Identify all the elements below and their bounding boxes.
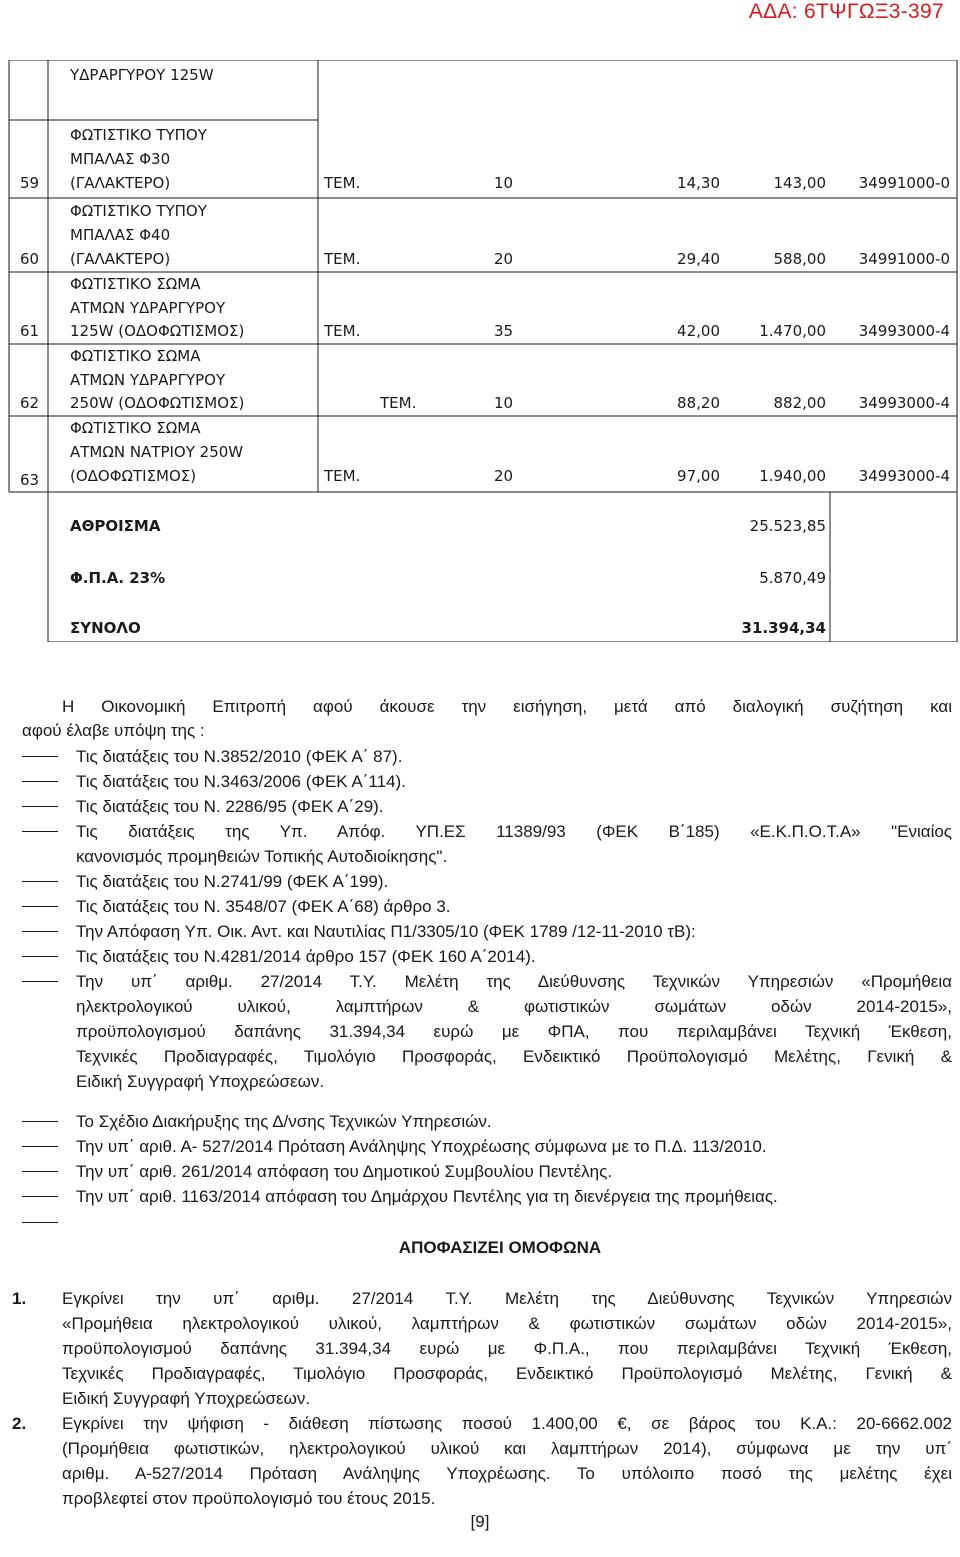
consideration-item-cont: ηλεκτρολογικού υλικού, λαμπτήρων & φωτιστικών σωμάτων οδών 2014-2015», (76, 997, 952, 1016)
row-total: 882,00 (773, 394, 826, 412)
vat-value: 5.870,49 (759, 569, 826, 587)
row-unit: ΤΕΜ. (324, 467, 361, 485)
consideration-item: Τις διατάξεις του Ν. 2286/95 (ΦΕΚ Α΄29). (76, 797, 384, 816)
decision-line: Τεχνικές Προδιαγραφές, Τιμολόγιο Προσφοράς, Ενδεικτικό Προϋπολογισμό Μελέτης, Γενική & (62, 1364, 952, 1383)
consideration-item: Τις διατάξεις του Ν. 3548/07 (ΦΕΚ Α΄68) άρθρο 3. (76, 897, 451, 916)
dash-bullet (22, 1121, 58, 1122)
intro-line: Η Οικονομική Επιτροπή αφού άκουσε την εισήγηση, μετά από διαλογική συζήτηση και (62, 697, 952, 716)
consideration-item: Τις διατάξεις της Υπ. Απόφ. ΥΠ.ΕΣ 11389/93 (ΦΕΚ Β΄185) «Ε.Κ.Π.Ο.Τ.Α» "Ενιαίος (76, 822, 952, 841)
dash-bullet (22, 1222, 58, 1223)
row-cpv: 34991000-0 (858, 250, 950, 268)
dash-bullet (22, 956, 58, 957)
row-qty: 10 (494, 394, 514, 412)
decision-line: Ειδική Συγγραφή Υποχρεώσεων. (62, 1389, 311, 1408)
row-desc-line: ΦΩΤΙΣΤΙΚΟ ΣΩΜΑ (70, 347, 201, 365)
row-number: 61 (20, 322, 40, 340)
consideration-item: Τις διατάξεις του Ν.4281/2014 άρθρο 157 (ΦΕΚ 160 Α΄2014). (76, 947, 536, 966)
row-price: 42,00 (677, 322, 720, 340)
intro-line: αφού έλαβε υπόψη της : (22, 721, 205, 740)
dash-bullet (22, 756, 58, 757)
dash-bullet (22, 806, 58, 807)
consideration-item: Τις διατάξεις του Ν.3463/2006 (ΦΕΚ Α΄114). (76, 772, 406, 791)
decision-line: αριθμ. Α-527/2014 Πρόταση Ανάληψης Υποχρέωσης. Το υπόλοιπο ποσό της μελέτης έχει (62, 1464, 952, 1483)
sum-value: 25.523,85 (749, 517, 826, 535)
row-number: 62 (20, 394, 40, 412)
decision-line: προϋπολογισμού δαπάνης 31.394,34 ευρώ με Φ.Π.Α., που περιλαμβάνει Τεχνική Έκθεση, (62, 1339, 952, 1358)
row-qty: 20 (494, 250, 514, 268)
decision-line: (Προμήθεια φωτιστικών, ηλεκτρολογικού υλικού και λαμπτήρων 2014), σύμφωνα με την υπ΄ (62, 1439, 952, 1458)
consideration-item: Το Σχέδιο Διακήρυξης της Δ/νσης Τεχνικών Υπηρεσιών. (76, 1112, 492, 1131)
consideration-item: Την υπ΄ αριθ. 261/2014 απόφαση του Δημοτικού Συμβουλίου Πεντέλης. (76, 1162, 613, 1181)
sum-label: ΑΘΡΟΙΣΜΑ (70, 517, 161, 535)
row-cpv: 34993000-4 (858, 467, 950, 485)
consideration-item: Την υπ΄ αριθ. Α- 527/2014 Πρόταση Ανάληψης Υποχρέωσης σύμφωνα με το Π.Δ. 113/2010. (76, 1137, 767, 1156)
dash-bullet (22, 1196, 58, 1197)
row-desc-line: ΦΩΤΙΣΤΙΚΟ ΤΥΠΟΥ (70, 202, 207, 220)
row-number: 63 (20, 471, 40, 489)
consideration-item: Την Απόφαση Υπ. Οικ. Αντ. και Ναυτιλίας Π1/3305/10 (ΦΕΚ 1789 /12-11-2010 τΒ): (76, 922, 696, 941)
consideration-item: Τις διατάξεις του Ν.3852/2010 (ΦΕΚ Α΄ 87). (76, 747, 403, 766)
consideration-item-cont: Τεχνικές Προδιαγραφές, Τιμολόγιο Προσφοράς, Ενδεικτικό Προϋπολογισμό Μελέτης, Γενική & (76, 1047, 952, 1066)
row-desc-line: ΜΠΑΛΑΣ Φ40 (70, 226, 171, 244)
row-price: 88,20 (677, 394, 720, 412)
decision-heading: ΑΠΟΦΑΣΙΖΕΙ ΟΜΟΦΩΝΑ (398, 1238, 602, 1257)
dash-bullet (22, 781, 58, 782)
row-cpv: 34991000-0 (858, 174, 950, 192)
row-desc-line: ΦΩΤΙΣΤΙΚΟ ΣΩΜΑ (70, 275, 201, 293)
vat-label: Φ.Π.Α. 23% (70, 569, 166, 587)
row-unit: ΤΕΜ. (324, 322, 361, 340)
decision-line: Εγκρίνει την υπ΄ αριθμ. 27/2014 Τ.Υ. Μελέτη της Διεύθυνσης Τεχνικών Υπηρεσιών (62, 1289, 952, 1308)
row-total: 1.940,00 (759, 467, 826, 485)
items-table (8, 60, 958, 642)
consideration-item: Τις διατάξεις του Ν.2741/99 (ΦΕΚ Α΄199). (76, 872, 389, 891)
dash-bullet (22, 831, 58, 832)
decision-line: Εγκρίνει την ψήφιση - διάθεση πίστωσης ποσού 1.400,00 €, σε βάρος του Κ.Α.: 20-6662.002 (62, 1414, 952, 1433)
row-desc-line: ΑΤΜΩΝ ΥΔΡΑΡΓΥΡΟΥ (70, 299, 226, 317)
dash-bullet (22, 931, 58, 932)
decision-line: προβλεφτεί στον προϋπολογισμό του έτους 2015. (62, 1489, 436, 1508)
row-desc-line: ΑΤΜΩΝ ΥΔΡΑΡΓΥΡΟΥ (70, 371, 226, 389)
consideration-item: Την υπ΄ αριθμ. 27/2014 Τ.Υ. Μελέτη της Διεύθυνσης Τεχνικών Υπηρεσιών «Προμήθεια (76, 972, 952, 991)
row-desc-line: ΦΩΤΙΣΤΙΚΟ ΤΥΠΟΥ (70, 126, 207, 144)
row-total: 143,00 (773, 174, 826, 192)
page-number: [9] (470, 1512, 490, 1531)
row-desc-line: ΦΩΤΙΣΤΙΚΟ ΣΩΜΑ (70, 419, 201, 437)
row-cpv: 34993000-4 (858, 322, 950, 340)
decision-line: «Προμήθεια ηλεκτρολογικού υλικού, λαμπτήρων & φωτιστικών σωμάτων οδών 2014-2015», (62, 1314, 952, 1333)
consideration-item: Την υπ΄ αριθ. 1163/2014 απόφαση του Δημάρχου Πεντέλης για τη διενέργεια της προμήθειας. (76, 1187, 778, 1206)
grand-total-value: 31.394,34 (741, 619, 826, 637)
consideration-item-cont: Ειδική Συγγραφή Υποχρεώσεων. (76, 1072, 325, 1091)
row-qty: 10 (494, 174, 514, 192)
decision-number: 1. (12, 1289, 27, 1308)
row-price: 29,40 (677, 250, 720, 268)
row-desc-line: ΜΠΑΛΑΣ Φ30 (70, 150, 171, 168)
dash-bullet (22, 1146, 58, 1147)
dash-bullet (22, 981, 58, 982)
row-desc-line: (ΓΑΛΑΚΤΕΡΟ) (70, 174, 171, 192)
row-price: 14,30 (677, 174, 720, 192)
dash-bullet (22, 1171, 58, 1172)
row-unit: ΤΕΜ. (324, 250, 361, 268)
row-desc-line: 125W (ΟΔΟΦΩΤΙΣΜΟΣ) (70, 322, 245, 340)
ada-code: ΑΔΑ: 6ΤΨΓΩΞ3-397 (748, 0, 944, 23)
table-row-continued-desc: ΥΔΡΑΡΓΥΡΟΥ 125W (70, 66, 214, 84)
row-desc-line: (ΓΑΛΑΚΤΕΡΟ) (70, 250, 171, 268)
consideration-item-cont: προϋπολογισμού δαπάνης 31.394,34 ευρώ με ΦΠΑ, που περιλαμβάνει Τεχνική Έκθεση, (76, 1022, 952, 1041)
row-desc-line: (ΟΔΟΦΩΤΙΣΜΟΣ) (70, 467, 197, 485)
grand-total-label: ΣΥΝΟΛΟ (70, 619, 141, 637)
row-desc-line: 250W (ΟΔΟΦΩΤΙΣΜΟΣ) (70, 394, 245, 412)
dash-bullet (22, 881, 58, 882)
row-unit: ΤΕΜ. (324, 174, 361, 192)
row-qty: 20 (494, 467, 514, 485)
row-price: 97,00 (677, 467, 720, 485)
dash-bullet (22, 906, 58, 907)
row-number: 59 (20, 174, 40, 192)
row-total: 1.470,00 (759, 322, 826, 340)
row-number: 60 (20, 250, 40, 268)
row-total: 588,00 (773, 250, 826, 268)
consideration-item-cont: κανονισμός προμηθειών Τοπικής Αυτοδιοίκησης". (76, 847, 448, 866)
row-cpv: 34993000-4 (858, 394, 950, 412)
row-qty: 35 (494, 322, 514, 340)
decision-number: 2. (12, 1414, 27, 1433)
row-unit: ΤΕΜ. (380, 394, 417, 412)
row-desc-line: ΑΤΜΩΝ ΝΑΤΡΙΟΥ 250W (70, 443, 244, 461)
